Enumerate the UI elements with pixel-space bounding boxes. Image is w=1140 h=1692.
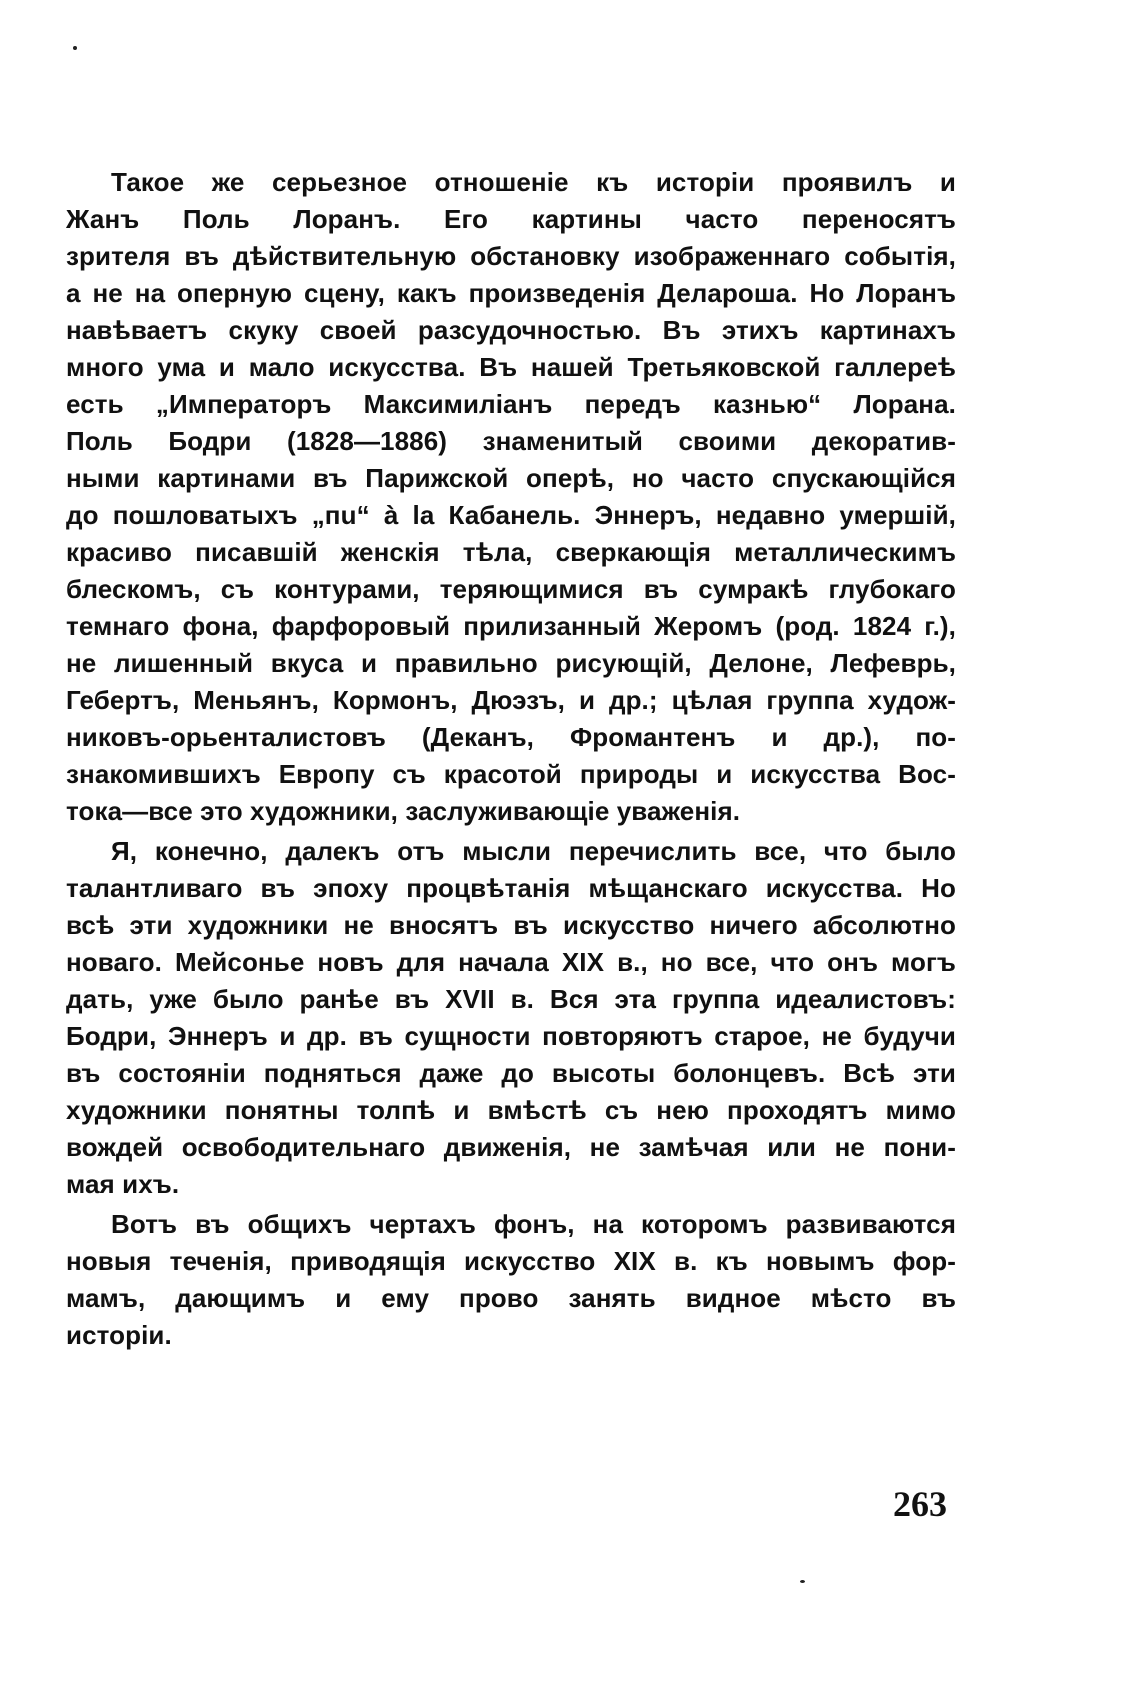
paragraph-1 <box>66 164 956 830</box>
text-line: новыя теченія, приводящія искусство XIX в. къ новымъ фор- <box>66 1246 956 1276</box>
text-line: Поль Бодри (1828—1886) знаменитый своими декоратив- <box>66 426 956 456</box>
text-line: навѣваетъ скуку своей разсудочностью. Въ этихъ картинахъ <box>66 315 956 345</box>
paragraph-3 <box>66 1206 956 1354</box>
ink-speck <box>73 46 77 50</box>
text-line: художники понятны толпѣ и вмѣстѣ съ нею проходятъ мимо <box>66 1095 956 1125</box>
text-line: мая ихъ. <box>66 1169 180 1199</box>
body-text <box>66 164 956 1354</box>
text-line: талантливаго въ эпоху процвѣтанія мѣщанскаго искусства. Но <box>66 873 956 903</box>
text-line: Бодри, Эннеръ и др. въ сущности повторяютъ старое, не будучи <box>66 1021 956 1051</box>
text-line: въ состояніи подняться даже до высоты болонцевъ. Всѣ эти <box>66 1058 956 1088</box>
text-line: знакомившихъ Европу съ красотой природы и искусства Вос- <box>66 759 956 789</box>
text-line: новаго. Мейсонье новъ для начала XIX в., но все, что онъ могъ <box>66 947 956 977</box>
ink-speck <box>800 1580 805 1583</box>
text-line: никовъ-орьенталистовъ (Деканъ, Фромантенъ и др.), по- <box>66 722 956 752</box>
text-line: дать, уже было ранѣе въ XVII в. Вся эта группа идеалистовъ: <box>66 984 956 1014</box>
text-line: не лишенный вкуса и правильно рисующій, Делоне, Лефеврь, <box>66 648 956 678</box>
text-line: Гебертъ, Меньянъ, Кормонъ, Дюэзъ, и др.; цѣлая группа худож- <box>66 685 956 715</box>
text-line: темнаго фона, фарфоровый прилизанный Жеромъ (род. 1824 г.), <box>66 611 956 641</box>
text-line: много ума и мало искусства. Въ нашей Третьяковской галлереѣ <box>66 352 956 382</box>
text-line: исторіи. <box>66 1320 172 1350</box>
text-line: до пошловатыхъ „пu“ à la Кабанель. Эннеръ, недавно умершій, <box>66 500 956 530</box>
text-line: Жанъ Поль Лоранъ. Его картины часто переносятъ <box>66 204 956 234</box>
paragraph-2 <box>66 833 956 1203</box>
text-line: красиво писавшій женскія тѣла, сверкающія металлическимъ <box>66 537 956 567</box>
text-line: зрителя въ дѣйствительную обстановку изображеннаго событія, <box>66 241 956 271</box>
text-line: Вотъ въ общихъ чертахъ фонъ, на которомъ развиваются <box>111 1209 956 1239</box>
text-line: Такое же серьезное отношеніе къ исторіи проявилъ и <box>111 167 956 197</box>
text-line: тока—все это художники, заслуживающіе уваженія. <box>66 796 741 826</box>
text-line: всѣ эти художники не вносятъ въ искусство ничего абсолютно <box>66 910 956 940</box>
text-line: ными картинами въ Парижской оперѣ, но часто спускающійся <box>66 463 956 493</box>
text-line: блескомъ, съ контурами, теряющимися въ сумракѣ глубокаго <box>66 574 956 604</box>
text-line: а не на оперную сцену, какъ произведенія Делароша. Но Лоранъ <box>66 278 956 308</box>
page-number: 263 <box>893 1484 947 1524</box>
text-line: мамъ, дающимъ и ему прово занять видное мѣсто въ <box>66 1283 956 1313</box>
text-line: вождей освободительнаго движенія, не замѣчая или не пони- <box>66 1132 956 1162</box>
text-line: есть „Императоръ Максимиліанъ передъ казнью“ Лорана. <box>66 389 956 419</box>
text-line: Я, конечно, далекъ отъ мысли перечислить все, что было <box>111 836 956 866</box>
